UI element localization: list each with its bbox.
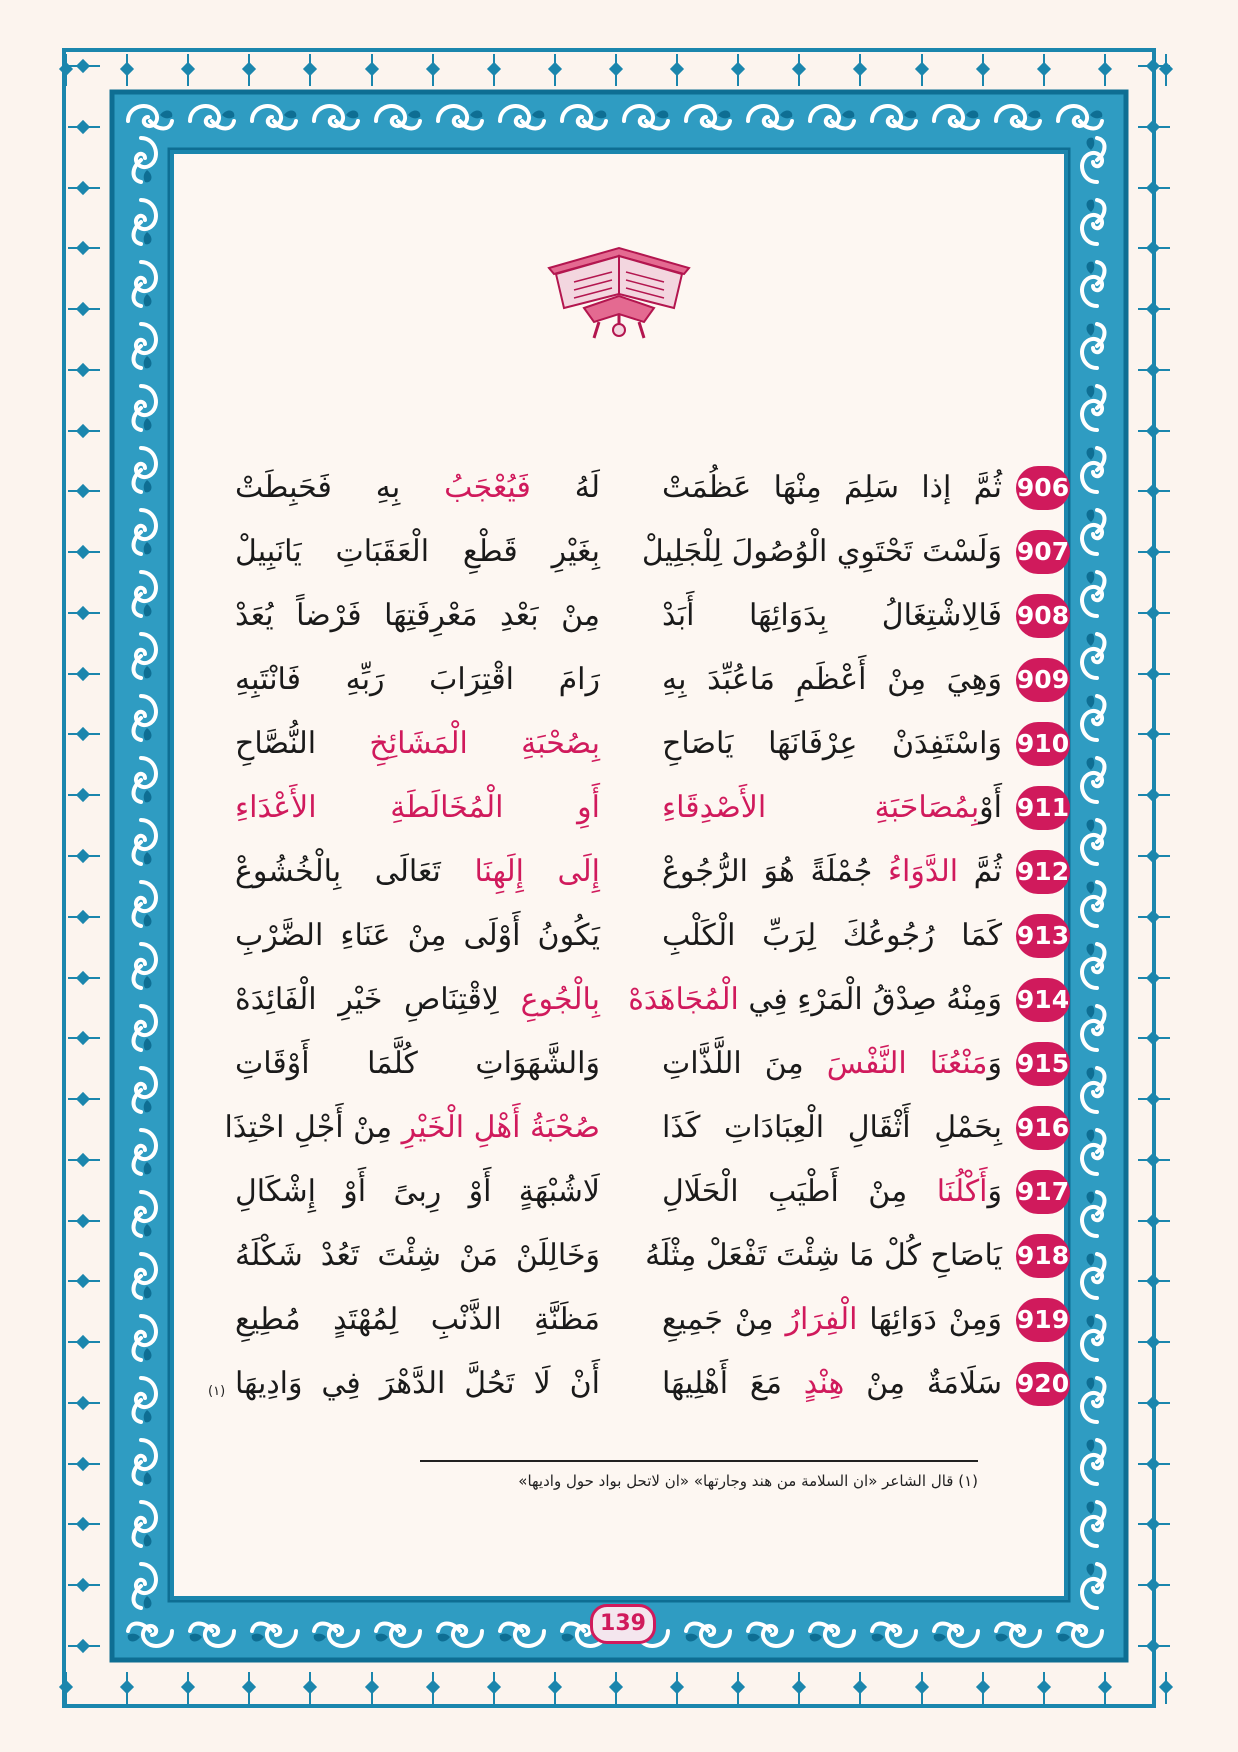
first-hemistich: [662, 460, 1002, 516]
verse-row: [190, 972, 1070, 1028]
arabesque-swirl: [1082, 758, 1104, 802]
arabesque-swirl: [134, 944, 156, 988]
arabesque-swirl: [748, 106, 792, 128]
verse-number-badge: 909: [1016, 658, 1070, 702]
second-hemistich: [235, 908, 600, 964]
verse-text: أَوْ: [979, 790, 1002, 825]
arabesque-swirl: [686, 1624, 730, 1646]
arabesque-swirl: [438, 106, 482, 128]
arabesque-swirl: [134, 1378, 156, 1422]
verse-text: لِاقْتِنَاصِ خَيْرِ الْفَائِدَهْ: [235, 982, 521, 1017]
highlighted-word: الْمُجَاهَدَهْ: [628, 982, 739, 1017]
arabesque-swirl: [500, 1624, 544, 1646]
arabesque-swirl: [438, 1624, 482, 1646]
highlighted-word: بِصُحْبَةِ الْمَشَائِخِ: [369, 726, 600, 761]
verse-number-badge: 919: [1016, 1298, 1070, 1342]
verse-row: [190, 716, 1070, 772]
verse-text: وَمِنْهُ صِدْقُ الْمَرْءِ فِي: [738, 982, 1002, 1017]
first-hemistich: [662, 1356, 1002, 1412]
arabesque-swirl: [934, 106, 978, 128]
verse-text: النُّصَّاحِ: [235, 726, 370, 761]
arabesque-swirl: [252, 1624, 296, 1646]
verse-text: بِغَيْرِ قَطْعِ الْعَقَبَاتِ يَانَبِيلْ: [235, 534, 600, 569]
verse-text: وَمِنْ دَوَائِهَا: [857, 1302, 1003, 1337]
verse-text: مِنْ أَطْيَبِ الْحَلَالِ: [662, 1174, 937, 1209]
verse-row: [190, 1164, 1070, 1220]
verse-text: مَعَ أَهْلِيهَا: [662, 1366, 804, 1401]
arabesque-swirl: [1082, 882, 1104, 926]
verse-text: بِهِ فَحَبِطَتْ: [235, 470, 445, 505]
highlighted-word: فَيُعْجَبُ: [444, 470, 531, 505]
verse-text: لَهُ: [530, 470, 600, 505]
arabesque-swirl: [1082, 1006, 1104, 1050]
arabesque-swirl: [134, 820, 156, 864]
arabesque-swirl: [1082, 262, 1104, 306]
arabesque-swirl: [1082, 572, 1104, 616]
verse-text: يَكُونُ أَوْلَى مِنْ عَنَاءِ الضَّرْبِ: [235, 918, 600, 953]
page-number: 139: [590, 1604, 656, 1644]
second-hemistich: [235, 1356, 600, 1412]
arabesque-swirl: [134, 696, 156, 740]
verse-number-badge: 913: [1016, 914, 1070, 958]
arabesque-swirl: [996, 106, 1040, 128]
verse-number-badge: 915: [1016, 1042, 1070, 1086]
verse-text: ثُمَّ: [958, 854, 1002, 889]
arabesque-swirl: [134, 1564, 156, 1608]
arabesque-swirl: [934, 1624, 978, 1646]
verse-text: يَاصَاحِ كُلْ مَا شِئْتَ تَفْعَلْ مِثْلَهُ: [645, 1238, 1002, 1273]
arabesque-swirl: [134, 572, 156, 616]
first-hemistich: [662, 844, 1002, 900]
verse-row: [190, 588, 1070, 644]
verse-number-badge: 917: [1016, 1170, 1070, 1214]
arabesque-swirl: [134, 634, 156, 678]
verse-row: [190, 1100, 1070, 1156]
second-hemistich: [235, 780, 600, 836]
verse-text: أَنْ لَا تَحُلَّ الدَّهْرَ فِي وَادِيهَا: [235, 1366, 600, 1401]
footnote-marker: (١): [208, 1384, 226, 1399]
highlighted-word: الْفِرَارُ: [785, 1302, 858, 1337]
verse-text: مِنَ اللَّذَّاتِ: [662, 1046, 827, 1081]
first-hemistich: [641, 524, 1002, 580]
first-hemistich: [662, 1164, 1002, 1220]
arabesque-swirl: [314, 1624, 358, 1646]
highlighted-word: بِالْجُوعِ: [520, 982, 600, 1017]
first-hemistich: [662, 716, 1002, 772]
arabesque-swirl: [190, 106, 234, 128]
first-hemistich: [628, 972, 1002, 1028]
arabesque-swirl: [624, 106, 668, 128]
arabesque-swirl: [134, 1130, 156, 1174]
second-hemistich: [235, 1036, 600, 1092]
verse-text: وَهِيَ مِنْ أَعْظَمِ مَاعُبِّدَ بِهِ: [662, 662, 1002, 697]
verse-text: مِنْ بَعْدِ مَعْرِفَتِهَا فَرْضاً يُعَدْ: [235, 598, 600, 633]
arabesque-swirl: [1082, 820, 1104, 864]
arabesque-swirl: [1082, 448, 1104, 492]
verse-number-badge: 912: [1016, 850, 1070, 894]
verse-row: [190, 908, 1070, 964]
arabesque-swirl: [134, 324, 156, 368]
arabesque-swirl: [872, 1624, 916, 1646]
first-hemistich: [662, 780, 1002, 836]
first-hemistich: [645, 1228, 1002, 1284]
arabesque-swirl: [376, 1624, 420, 1646]
arabesque-swirl: [1082, 1378, 1104, 1422]
arabesque-swirl: [1058, 106, 1102, 128]
second-hemistich: [235, 1292, 600, 1348]
arabesque-swirl: [1082, 138, 1104, 182]
arabesque-swirl: [134, 510, 156, 554]
second-hemistich: [235, 1164, 600, 1220]
arabesque-swirl: [134, 758, 156, 802]
arabesque-swirl: [810, 106, 854, 128]
arabesque-swirl: [1082, 510, 1104, 554]
arabesque-swirl: [1082, 200, 1104, 244]
arabesque-swirl: [128, 106, 172, 128]
arabesque-swirl: [1082, 1564, 1104, 1608]
arabesque-swirl: [134, 1254, 156, 1298]
arabesque-swirl: [1082, 1192, 1104, 1236]
verse-text: وَ: [987, 1174, 1002, 1209]
verse-text: فَالِاشْتِغَالُ بِدَوَائِهَا أَبَدْ: [662, 598, 1002, 633]
footnote-rule: [420, 1460, 978, 1462]
verse-text: مَظَنَّةِ الذَّنْبِ لِمُهْتَدٍ مُطِيعِ: [235, 1302, 600, 1337]
arabesque-swirl: [1082, 1440, 1104, 1484]
second-hemistich: [235, 460, 600, 516]
arabesque-swirl: [500, 106, 544, 128]
verse-text: مِنْ أَجْلِ احْتِذَا: [224, 1110, 402, 1145]
arabesque-swirl: [1082, 634, 1104, 678]
arabesque-swirl: [996, 1624, 1040, 1646]
arabesque-swirl: [1082, 1130, 1104, 1174]
highlighted-word: هِنْدٍ: [803, 1366, 845, 1401]
first-hemistich: [662, 588, 1002, 644]
footnote-text: (١) قال الشاعر «ان السلامة من هند وجارتها» «ان لاتحل بواد حول واديها»: [518, 1472, 978, 1490]
arabesque-swirl: [1082, 324, 1104, 368]
verse-number-badge: 910: [1016, 722, 1070, 766]
arabesque-swirl: [376, 106, 420, 128]
verse-text: جُمْلَةً هُوَ الرُّجُوعْ: [662, 854, 888, 889]
verse-row: [190, 1036, 1070, 1092]
arabesque-swirl: [1058, 1624, 1102, 1646]
highlighted-word: إِلَى إِلَهِنَا: [474, 854, 600, 889]
first-hemistich: [662, 1292, 1002, 1348]
arabesque-swirl: [134, 1006, 156, 1050]
arabesque-swirl: [134, 1440, 156, 1484]
highlighted-word: صُحْبَةُ أَهْلِ الْخَيْرِ: [401, 1110, 600, 1145]
verse-text: وَاسْتَفِدَنْ عِرْفَانَهَا يَاصَاحِ: [662, 726, 1002, 761]
first-hemistich: [662, 1100, 1002, 1156]
arabesque-swirl: [686, 106, 730, 128]
arabesque-swirl: [134, 1316, 156, 1360]
arabesque-swirl: [1082, 1068, 1104, 1112]
arabesque-swirl: [562, 106, 606, 128]
arabesque-swirl: [1082, 1254, 1104, 1298]
verse-text: لَاشُبْهَةٍ أَوْ رِبىً أَوْ إِشْكَالِ: [235, 1174, 600, 1209]
verse-text: ثُمَّ إذا سَلِمَ مِنْهَا عَظُمَتْ: [662, 470, 1002, 505]
arabesque-swirl: [190, 1624, 234, 1646]
second-hemistich: [224, 1100, 600, 1156]
verse-text: مِنْ جَمِيعِ: [662, 1302, 786, 1337]
arabesque-swirl: [134, 1192, 156, 1236]
arabesque-swirl: [134, 200, 156, 244]
second-hemistich: [235, 716, 600, 772]
arabesque-swirl: [134, 1068, 156, 1112]
arabesque-swirl: [134, 1502, 156, 1546]
verse-number-badge: 914: [1016, 978, 1070, 1022]
second-hemistich: [235, 524, 600, 580]
arabesque-swirl: [1082, 1502, 1104, 1546]
highlighted-word: بِمُصَاحَبَةِ الأَصْدِقَاءِ: [662, 790, 980, 825]
verse-row: [190, 844, 1070, 900]
verse-row: [190, 1292, 1070, 1348]
verse-text: سَلَامَةٌ مِنْ: [844, 1366, 1003, 1401]
arabesque-swirl: [134, 262, 156, 306]
arabesque-swirl: [1082, 696, 1104, 740]
arabesque-swirl: [872, 106, 916, 128]
verse-number-badge: 911: [1016, 786, 1070, 830]
verse-text: وَالشَّهَوَاتِ كُلَّمَا أَوْقَاتِ: [235, 1046, 600, 1081]
highlighted-word: مَنْعُنَا النَّفْسَ: [826, 1046, 988, 1081]
arabesque-swirl: [134, 138, 156, 182]
second-hemistich: [235, 588, 600, 644]
verse-row: [190, 1228, 1070, 1284]
first-hemistich: [662, 908, 1002, 964]
verse-number-badge: 918: [1016, 1234, 1070, 1278]
second-hemistich: [235, 652, 600, 708]
arabesque-swirl: [134, 386, 156, 430]
highlighted-word: أَكْلُنَا: [936, 1174, 988, 1209]
arabesque-swirl: [134, 882, 156, 926]
second-hemistich: [235, 844, 600, 900]
arabesque-swirl: [810, 1624, 854, 1646]
verse-row: [190, 780, 1070, 836]
verse-text: وَخَالِلَنْ مَنْ شِئْتَ تَعُدْ شَكْلَهُ: [235, 1238, 600, 1273]
arabesque-swirl: [1082, 1316, 1104, 1360]
quran-stand-icon: [544, 238, 694, 343]
verse-number-badge: 908: [1016, 594, 1070, 638]
verse-text: وَ: [987, 1046, 1002, 1081]
verse-number-badge: 906: [1016, 466, 1070, 510]
verse-row: [190, 1356, 1070, 1412]
highlighted-word: أَوِ الْمُخَالَطَةِ الأَعْدَاءِ: [235, 790, 600, 825]
arabesque-swirl: [128, 1624, 172, 1646]
first-hemistich: [662, 652, 1002, 708]
arabesque-swirl: [1082, 944, 1104, 988]
verse-number-badge: 920: [1016, 1362, 1070, 1406]
verse-text: كَمَا رُجُوعُكَ لِرَبِّ الْكَلْبِ: [662, 918, 1002, 953]
verse-number-badge: 916: [1016, 1106, 1070, 1150]
second-hemistich: [235, 972, 600, 1028]
verse-number-badge: 907: [1016, 530, 1070, 574]
arabesque-swirl: [134, 448, 156, 492]
arabesque-swirl: [1082, 386, 1104, 430]
arabesque-swirl: [314, 106, 358, 128]
verse-row: [190, 460, 1070, 516]
second-hemistich: [235, 1228, 600, 1284]
verse-text: بِحَمْلِ أَثْقَالِ الْعِبَادَاتِ كَذَا: [662, 1110, 1002, 1145]
verse-row: [190, 652, 1070, 708]
verse-row: [190, 524, 1070, 580]
verse-text: وَلَسْتَ تَحْتَوِي الْوُصُولَ لِلْجَلِيلْ: [641, 534, 1002, 569]
highlighted-word: الدَّوَاءُ: [887, 854, 959, 889]
arabesque-swirl: [252, 106, 296, 128]
arabesque-swirl: [748, 1624, 792, 1646]
verse-text: تَعَالَى بِالْخُشُوعْ: [235, 854, 475, 889]
first-hemistich: [662, 1036, 1002, 1092]
verse-text: رَامَ اقْتِرَابَ رَبِّهِ فَانْتَبِهِ: [235, 662, 600, 697]
